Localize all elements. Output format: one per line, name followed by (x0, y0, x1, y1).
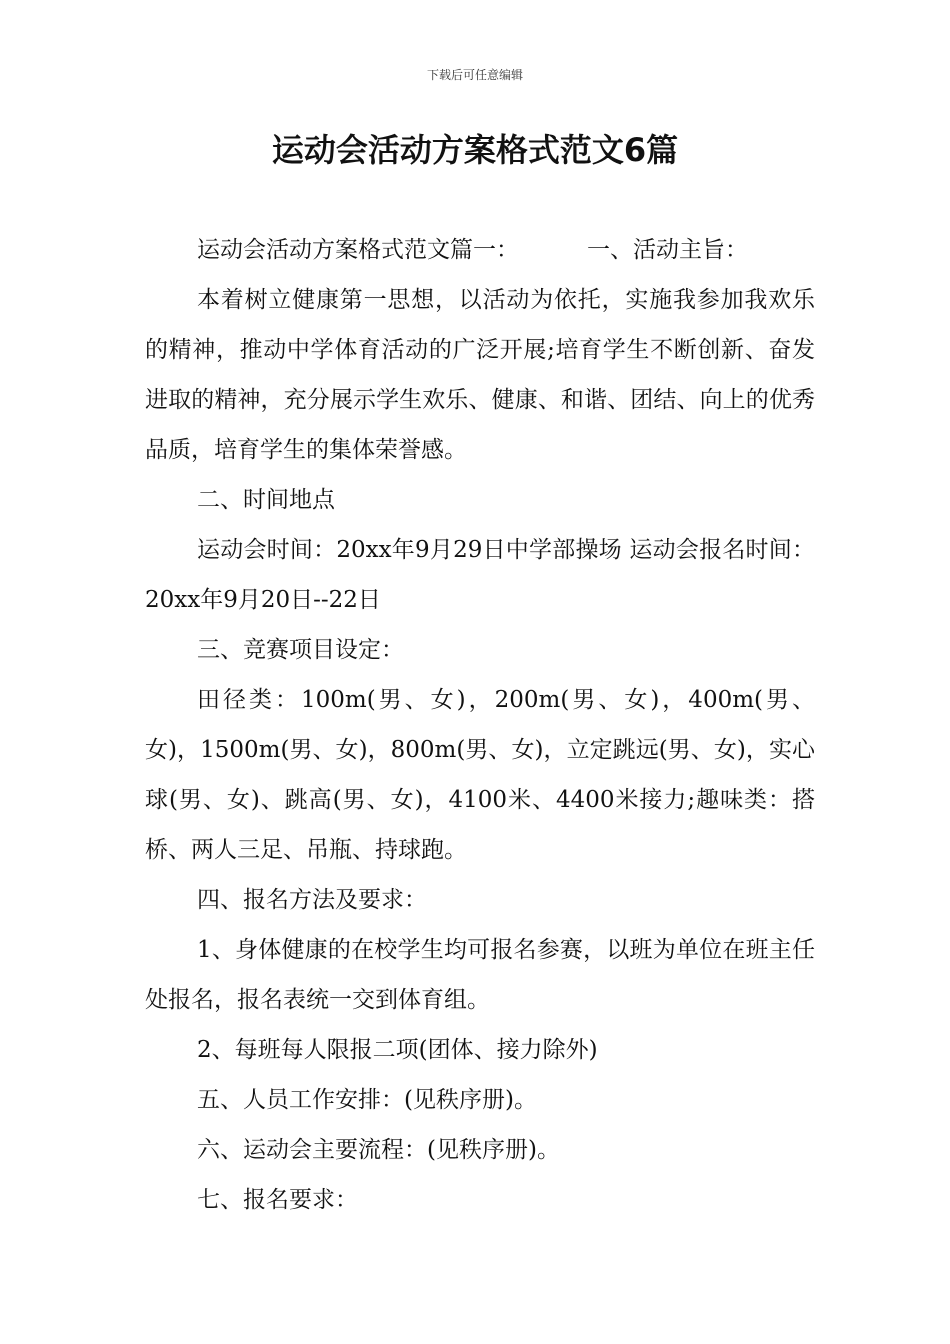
events-paragraph: 田径类：100m(男、女)，200m(男、女)，400m(男、女)，1500m(男、女)，800m(男、女)，立定跳远(男、女)，实心球(男、女)、跳高(男、女)，4100米、4400米接力;趣味类：搭桥、两人三足、吊瓶、持球跑。 (145, 687, 815, 863)
intro-left: 运动会活动方案格式范文篇一： (197, 237, 519, 263)
signup-item-2: 2、每班每人限报二项(团体、接力除外) (197, 1037, 598, 1063)
intro-line (145, 225, 815, 275)
purpose-paragraph: 本着树立健康第一思想，以活动为依托，实施我参加我欢乐的精神，推动中学体育活动的广泛开展;培育学生不断创新、奋发进取的精神，充分展示学生欢乐、健康、和谐、团结、向上的优秀品质，培育学生的集体荣誉感。 (145, 287, 815, 463)
time-place-heading: 二、时间地点 (197, 487, 335, 513)
signup-heading: 四、报名方法及要求： (197, 887, 427, 913)
requirements-heading: 七、报名要求： (197, 1187, 358, 1213)
staff-heading: 五、人员工作安排：(见秩序册)。 (197, 1087, 537, 1113)
signup-item-1: 1、身体健康的在校学生均可报名参赛，以班为单位在班主任处报名，报名表统一交到体育组。 (145, 937, 815, 1013)
header-note: 下载后可任意编辑 (426, 68, 523, 82)
document-body (145, 225, 815, 1225)
time-place-paragraph: 运动会时间：20xx年9月29日中学部操场 运动会报名时间：20xx年9月20日--22日 (145, 537, 815, 613)
process-heading: 六、运动会主要流程：(见秩序册)。 (197, 1137, 560, 1163)
events-heading: 三、竞赛项目设定： (197, 637, 404, 663)
intro-right: 一、活动主旨： (587, 237, 748, 263)
document-title: 运动会活动方案格式范文6篇 (271, 131, 679, 169)
